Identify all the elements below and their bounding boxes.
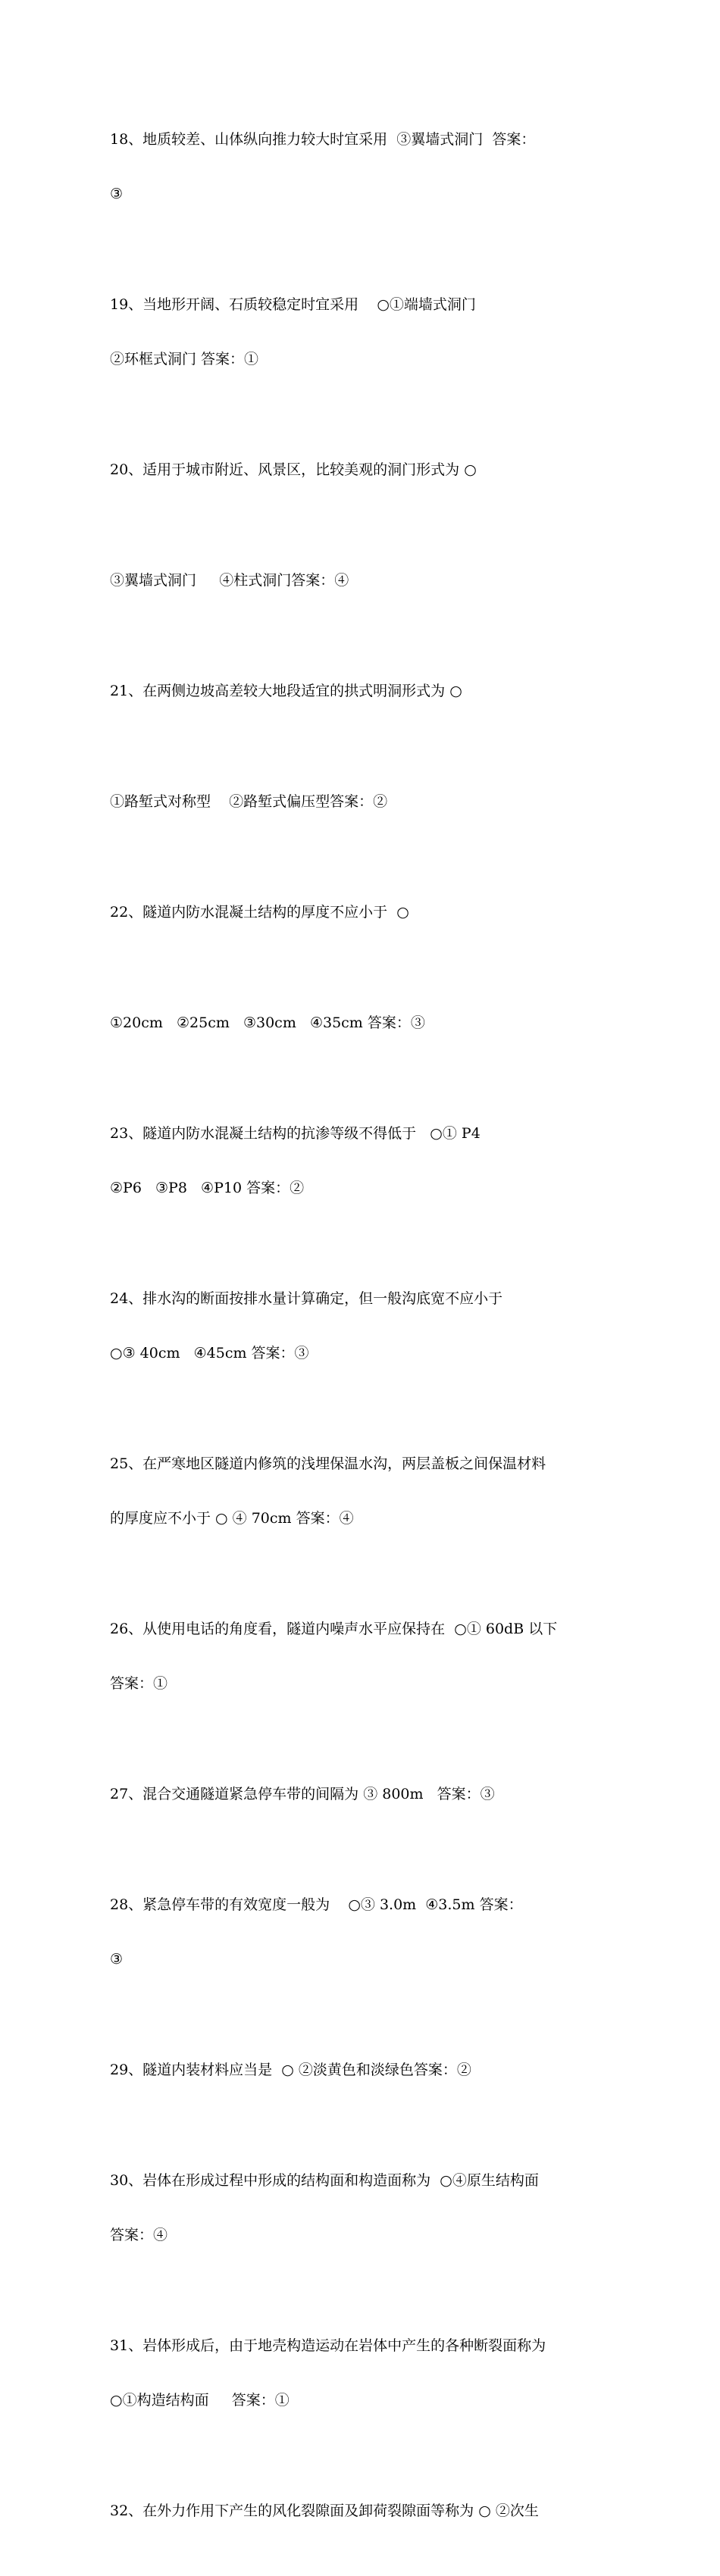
question-line: 23、隧道内防水混凝土结构的抗渗等级不得低于 ○① P4 [110,1125,481,1142]
question-18 [110,94,616,239]
question-27 [110,1749,616,1840]
question-line: 25、在严寒地区隧道内修筑的浅埋保温水沟，两层盖板之间保温材料 [110,1455,546,1472]
question-23 [110,1088,616,1233]
question-line: 29、隧道内装材料应当是 ○ ②淡黄色和淡绿色答案：② [110,2062,471,2078]
question-26 [110,1583,616,1729]
question-28 [110,1859,616,2005]
question-31 [110,2300,616,2446]
question-25 [110,1418,616,1564]
question-line: 24、排水沟的断面按排水量计算确定，但一般沟底宽不应小于 [110,1290,503,1307]
question-line: ○①构造结构面 答案：① [110,2392,290,2409]
question-line: 30、岩体在形成过程中形成的结构面和构造面称为 ○④原生结构面 [110,2172,539,2189]
question-22 [110,867,616,958]
question-19 [110,259,616,405]
question-line: 18、地质较差、山体纵向推力较大时宜采用 ③翼墙式洞门 答案： [110,131,536,148]
question-line: ①20cm ②25cm ③30cm ④35cm 答案：③ [110,1014,425,1031]
question-line: 31、岩体形成后，由于地壳构造运动在岩体中产生的各种断裂面称为 [110,2337,546,2354]
question-line: ③ [110,1951,124,1968]
question-line: 26、从使用电话的角度看，隧道内噪声水平应保持在 ○① 60dB 以下 [110,1621,558,1637]
question-20 [110,424,616,515]
question-line: ○③ 40cm ④45cm 答案：③ [110,1345,309,1361]
question-line: 答案：④ [110,2227,168,2243]
question-line: 21、在两侧边坡高差较大地段适宜的拱式明洞形式为 ○ [110,683,462,699]
question-list [110,94,616,2576]
question-line: 的厚度应不小于 ○ ④ 70cm 答案：④ [110,1510,354,1527]
question-line: ①路堑式对称型 ②路堑式偏压型答案：② [110,793,388,810]
question-line: 32、在外力作用下产生的风化裂隙面及卸荷裂隙面等称为 ○ ②次生 [110,2503,539,2519]
question-line: 19、当地形开阔、石质较稳定时宜采用 ○①端墙式洞门 [110,296,476,313]
question-line: ②环框式洞门 答案：① [110,351,259,367]
question-line: ③翼墙式洞门 ④柱式洞门答案：④ [110,572,349,589]
question-32 [110,2465,616,2556]
question-24 [110,1253,616,1399]
question-line: 27、混合交通隧道紧急停车带的间隔为 ③ 800m 答案：③ [110,1786,495,1802]
question-line: ③ [110,186,124,202]
question-line: 20、适用于城市附近、风景区，比较美观的洞门形式为 ○ [110,461,477,478]
question-30 [110,2135,616,2281]
question-line: ②P6 ③P8 ④P10 答案：② [110,1180,305,1196]
question-line: 22、隧道内防水混凝土结构的厚度不应小于 ○ [110,904,409,921]
question-22-options [110,977,616,1068]
question-29 [110,2024,616,2115]
question-line: 答案：① [110,1675,168,1692]
question-21 [110,646,616,736]
question-21-options [110,756,616,847]
question-20-options [110,535,616,626]
question-line: 28、紧急停车带的有效宽度一般为 ○③ 3.0m ④3.5m 答案： [110,1896,523,1913]
